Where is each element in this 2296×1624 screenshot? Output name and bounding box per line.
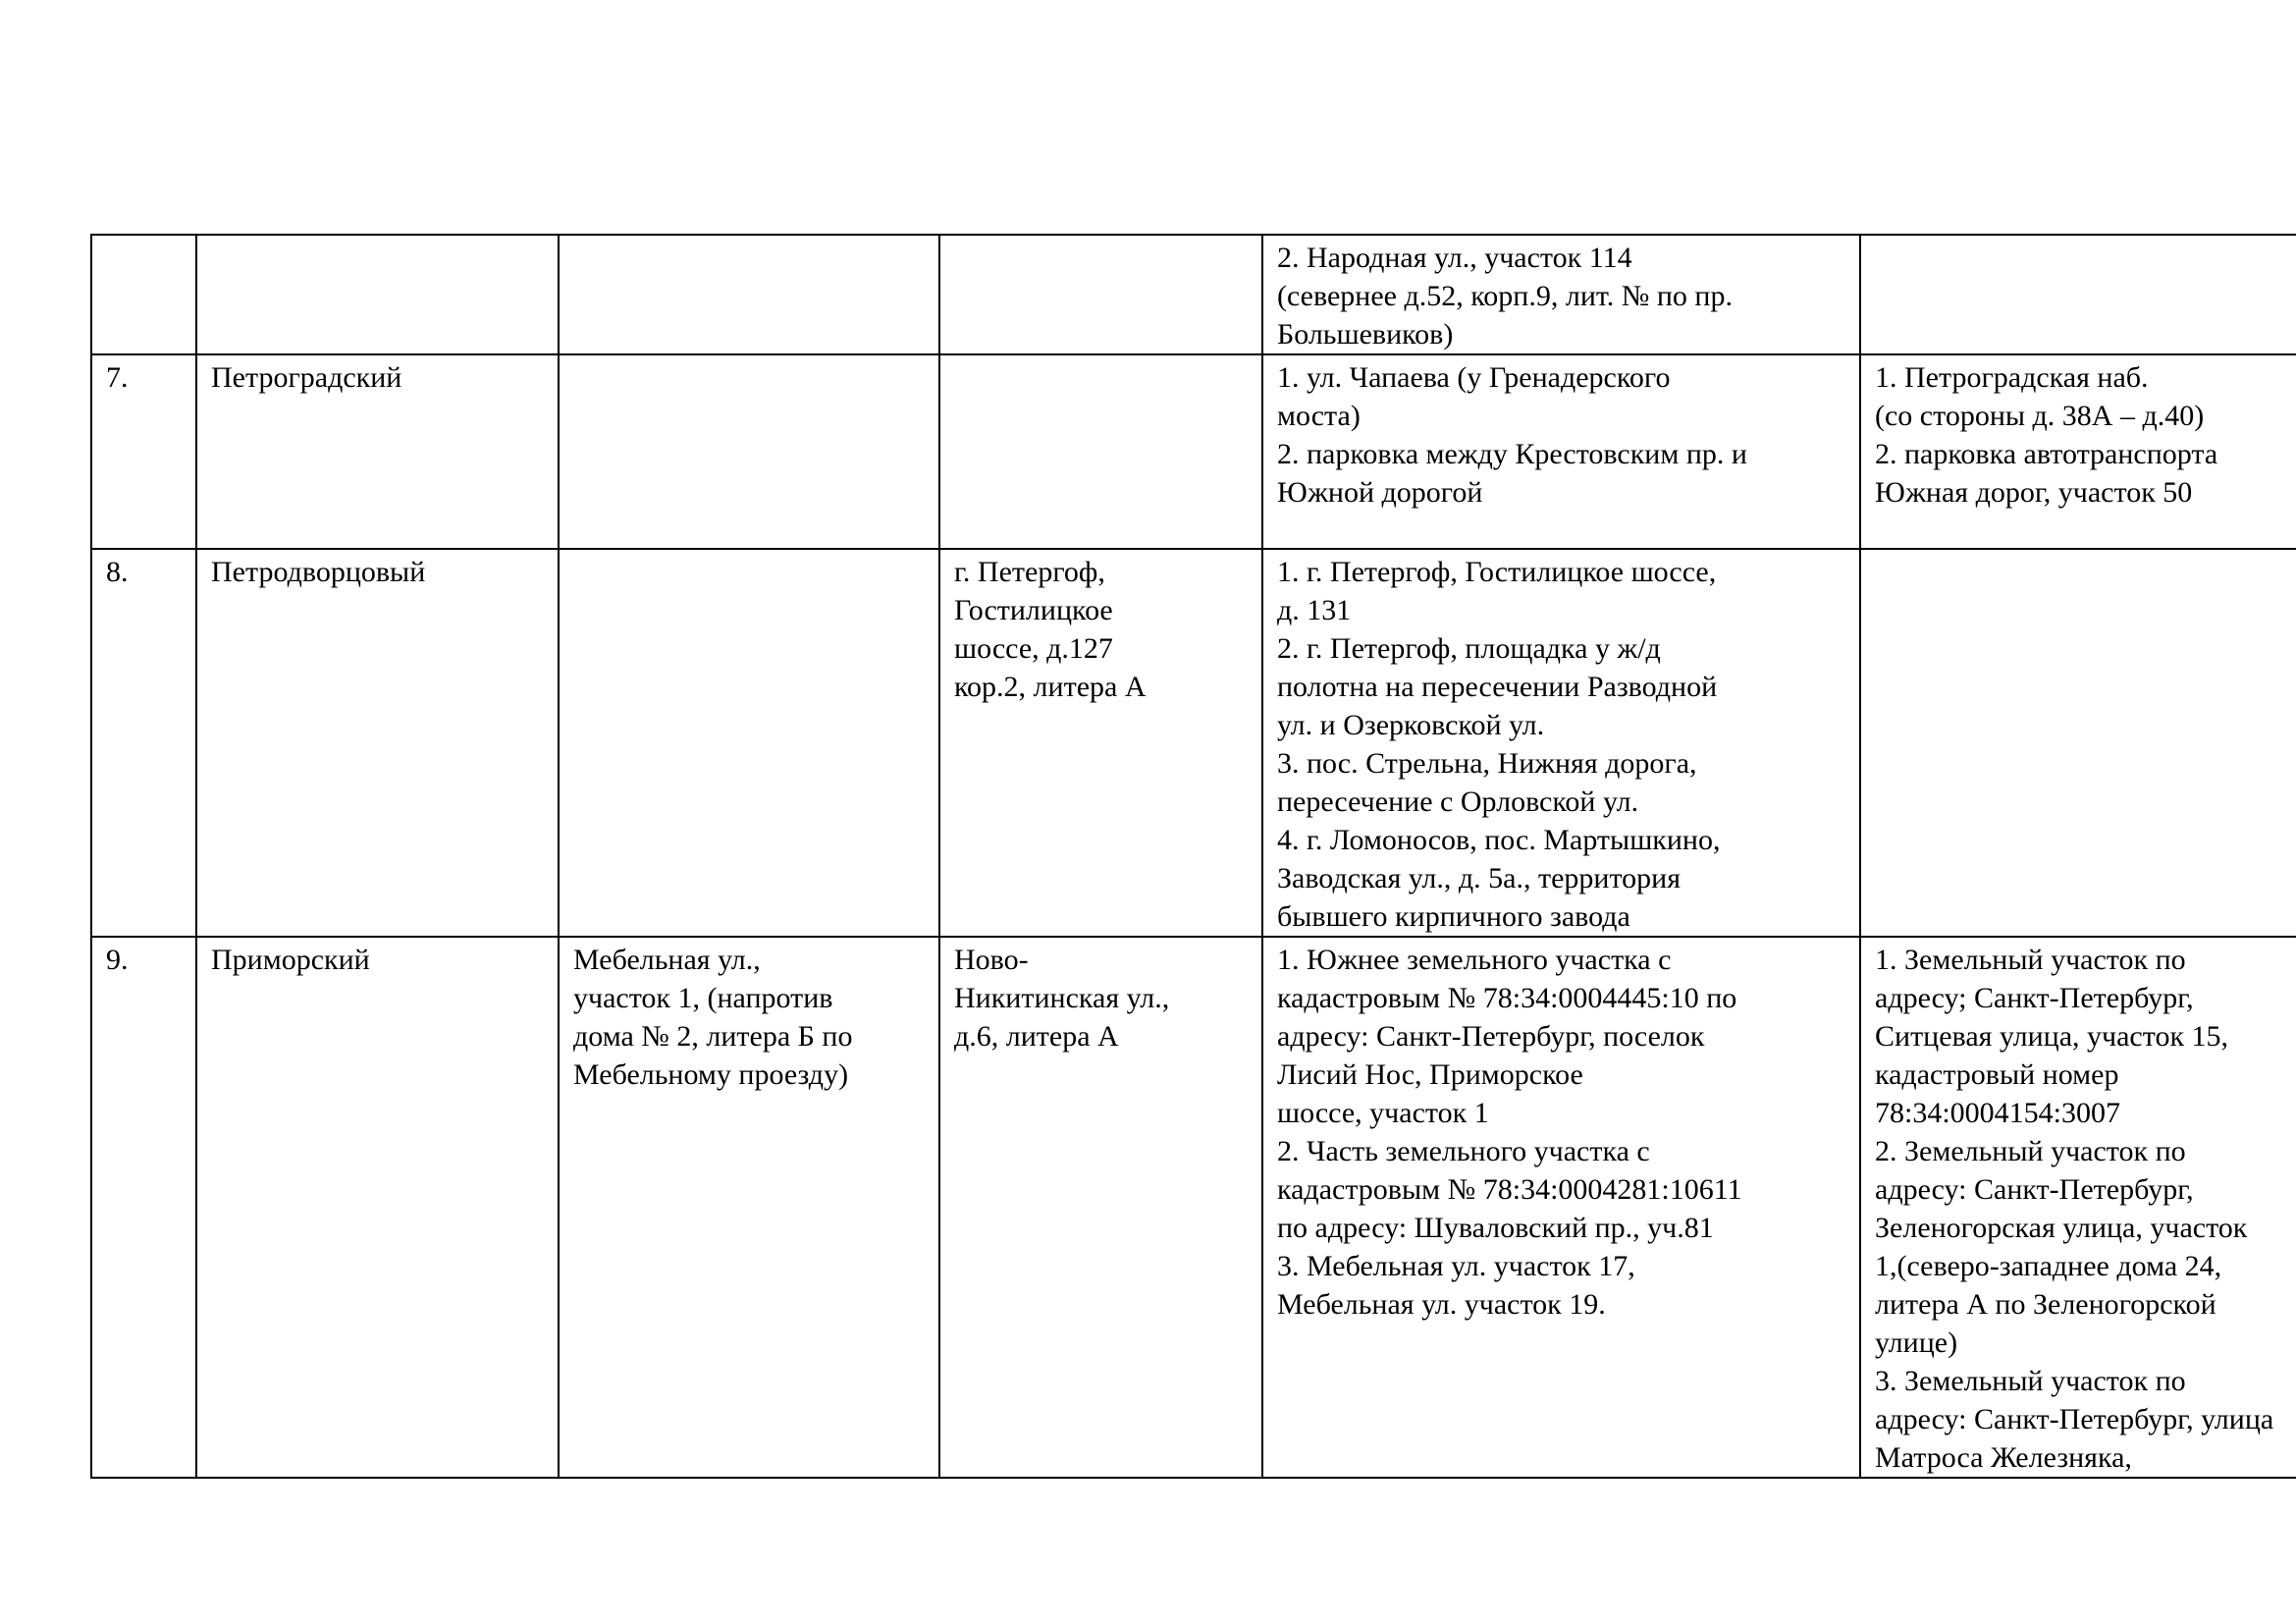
cell-line: кадастровый номер xyxy=(1875,1058,2119,1091)
cell-line: полотна на пересечении Разводной xyxy=(1277,671,1718,703)
col6-cell xyxy=(1860,235,2296,354)
cell-line: дома № 2, литера Б по xyxy=(573,1020,853,1053)
cell-line: д.6, литера А xyxy=(954,1020,1119,1053)
district-name: Петроградский xyxy=(211,361,402,394)
row-number: 9. xyxy=(106,944,129,976)
cell-line: участок 1, (напротив xyxy=(573,982,833,1014)
col4-cell xyxy=(939,937,1262,1478)
cell-line: 1. Южнее земельного участка с xyxy=(1277,944,1672,976)
cell-line: Ситцевая улица, участок 15, xyxy=(1875,1020,2229,1053)
cell-line: шоссе, д.127 xyxy=(954,632,1113,665)
cell-line: Заводская ул., д. 5а., территория xyxy=(1277,862,1682,894)
cell-line: Южная дорог, участок 50 xyxy=(1875,476,2193,509)
row-number-cell xyxy=(91,235,196,354)
cell-line: 4. г. Ломоносов, пос. Мартышкино, xyxy=(1277,824,1721,856)
cell-line: 3. Земельный участок по xyxy=(1875,1365,2186,1397)
col3-cell xyxy=(559,937,939,1478)
cell-line: Лисий Нос, Приморское xyxy=(1277,1058,1583,1091)
cell-line: улице) xyxy=(1875,1326,1958,1359)
cell-line: кор.2, литера А xyxy=(954,671,1147,703)
col3-cell xyxy=(559,549,939,937)
cell-line: 1. г. Петергоф, Гостилицкое шоссе, xyxy=(1277,556,1717,588)
cell-line: 1,(северо-западнее дома 24, xyxy=(1875,1250,2222,1282)
col6-cell xyxy=(1860,354,2296,549)
cell-line: Большевиков) xyxy=(1277,318,1454,351)
cell-line: Матроса Железняка, xyxy=(1875,1441,2132,1474)
row-number: 7. xyxy=(106,361,129,394)
cell-line: г. Петергоф, xyxy=(954,556,1105,588)
cell-line: 1. Земельный участок по xyxy=(1875,944,2186,976)
district-cell xyxy=(196,549,559,937)
col6-cell xyxy=(1860,937,2296,1478)
row-number-cell xyxy=(91,937,196,1478)
district-cell xyxy=(196,354,559,549)
cell-line: д. 131 xyxy=(1277,594,1352,626)
cell-line: Ново- xyxy=(954,944,1029,976)
cell-line: кадастровым № 78:34:0004281:10611 xyxy=(1277,1173,1742,1206)
table-row xyxy=(91,549,2296,937)
addresses-table xyxy=(90,234,2296,1479)
col6-cell xyxy=(1860,549,2296,937)
table-row xyxy=(91,235,2296,354)
district-cell xyxy=(196,235,559,354)
cell-line: 2. парковка автотранспорта xyxy=(1875,438,2218,470)
cell-line: (севернее д.52, корп.9, лит. № по пр. xyxy=(1277,280,1733,312)
cell-line: 78:34:0004154:3007 xyxy=(1875,1097,2121,1129)
cell-line: Южной дорогой xyxy=(1277,476,1483,509)
col5-cell xyxy=(1262,937,1860,1478)
cell-line: Никитинская ул., xyxy=(954,982,1170,1014)
cell-line: Зеленогорская улица, участок xyxy=(1875,1212,2248,1244)
cell-line: адресу; Санкт-Петербург, xyxy=(1875,982,2194,1014)
cell-line: Гостилицкое xyxy=(954,594,1113,626)
col5-cell xyxy=(1262,549,1860,937)
cell-line: шоссе, участок 1 xyxy=(1277,1097,1489,1129)
cell-line: ул. и Озерковской ул. xyxy=(1277,709,1545,741)
cell-line: 1. Петроградская наб. xyxy=(1875,361,2149,394)
cell-line: Мебельному проезду) xyxy=(573,1058,849,1091)
district-name: Приморский xyxy=(211,944,370,976)
cell-line: 3. пос. Стрельна, Нижняя дорога, xyxy=(1277,747,1697,780)
cell-line: Мебельная ул. участок 19. xyxy=(1277,1288,1606,1321)
cell-line: 2. Народная ул., участок 114 xyxy=(1277,242,1632,274)
col5-cell xyxy=(1262,235,1860,354)
cell-line: адресу: Санкт-Петербург, поселок xyxy=(1277,1020,1705,1053)
row-number: 8. xyxy=(106,556,129,588)
cell-line: кадастровым № 78:34:0004445:10 по xyxy=(1277,982,1737,1014)
row-number-cell xyxy=(91,354,196,549)
district-name: Петродворцовый xyxy=(211,556,426,588)
col4-cell xyxy=(939,354,1262,549)
cell-line: (со стороны д. 38А – д.40) xyxy=(1875,400,2205,432)
cell-line: моста) xyxy=(1277,400,1361,432)
cell-line: адресу: Санкт-Петербург, xyxy=(1875,1173,2194,1206)
col4-cell xyxy=(939,235,1262,354)
col3-cell xyxy=(559,354,939,549)
cell-line: 3. Мебельная ул. участок 17, xyxy=(1277,1250,1635,1282)
table-row xyxy=(91,937,2296,1478)
cell-line: бывшего кирпичного завода xyxy=(1277,900,1630,933)
district-cell xyxy=(196,937,559,1478)
cell-line: 2. Часть земельного участка с xyxy=(1277,1135,1650,1167)
cell-line: по адресу: Шуваловский пр., уч.81 xyxy=(1277,1212,1714,1244)
cell-line: Мебельная ул., xyxy=(573,944,761,976)
cell-line: пересечение с Орловской ул. xyxy=(1277,785,1639,818)
col5-cell xyxy=(1262,354,1860,549)
cell-line: литера А по Зеленогорской xyxy=(1875,1288,2216,1321)
cell-line: 2. Земельный участок по xyxy=(1875,1135,2186,1167)
cell-line: адресу: Санкт-Петербург, улица xyxy=(1875,1403,2274,1435)
table-row xyxy=(91,354,2296,549)
col3-cell xyxy=(559,235,939,354)
row-number-cell xyxy=(91,549,196,937)
cell-line: 2. парковка между Крестовским пр. и xyxy=(1277,438,1747,470)
col4-cell xyxy=(939,549,1262,937)
cell-line: 1. ул. Чапаева (у Гренадерского xyxy=(1277,361,1671,394)
cell-line: 2. г. Петергоф, площадка у ж/д xyxy=(1277,632,1661,665)
